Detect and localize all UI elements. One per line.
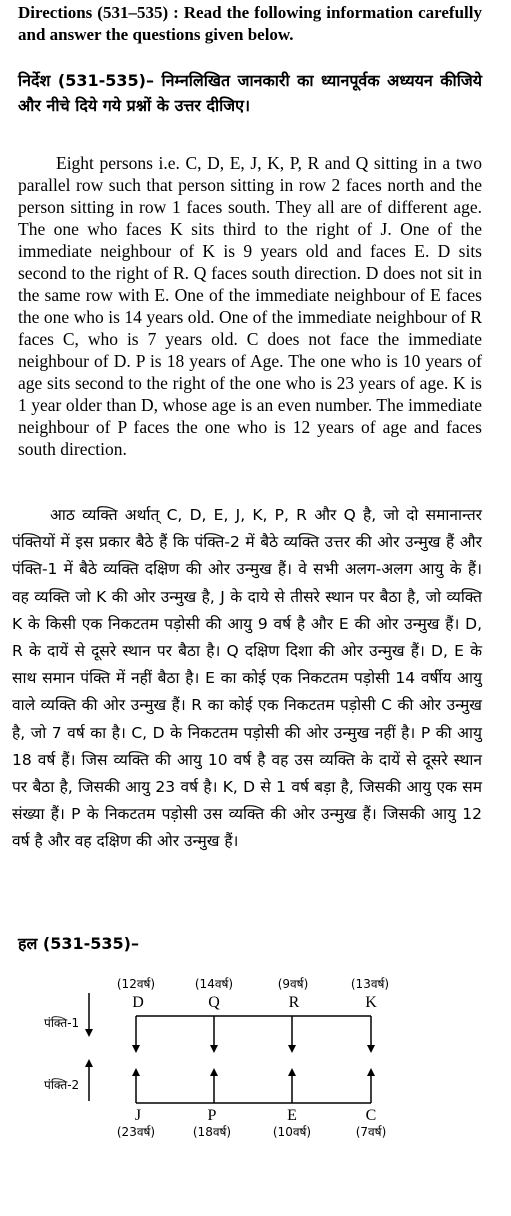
svg-text:P: P: [207, 1107, 217, 1124]
svg-text:(12वर्ष): (12वर्ष): [116, 977, 156, 991]
row2-seat: [117, 1072, 155, 1139]
directions-hindi: निर्देश (531-535)– निम्नलिखित जानकारी का ध्यानपूर्वक अध्ययन कीजिये और नीचे दिये गये प्रश्नों के उत्तर दीजिए।: [18, 71, 482, 115]
passage-english: Eight persons i.e. C, D, E, J, K, P, R and Q sitting in a two parallel row such that person sitting in row 2 faces north and the person sitting in row 1 faces south. They all are of different age. The one who faces K sits third to the right of J. One of the immediate neighbour of K is 9 years old and faces E. D sits second to the right of R. Q faces south direction. D does not sit in the same row with E. One of the immediate neighbour of E faces the one who is 14 years old. One of the immediate neighbour of R faces C, who is 7 years old. C does not face the immediate neighbour of D. P is 18 years of Age. The one who is 10 years of age sits second to the right of the one who is 23 years of age. K is 1 year older than D, whose age is an even number. The immediate neighbour of P faces the one who is 12 years of age and faces south direction.: [18, 153, 482, 459]
svg-text:R: R: [288, 994, 300, 1011]
row2-seat: [356, 1072, 387, 1139]
svg-text:(14वर्ष): (14वर्ष): [194, 977, 234, 991]
svg-text:(7वर्ष): (7वर्ष): [355, 1125, 387, 1139]
svg-text:(13वर्ष): (13वर्ष): [350, 977, 390, 991]
row2-seat: [273, 1072, 311, 1139]
svg-text:(18वर्ष): (18वर्ष): [192, 1125, 232, 1139]
solution-heading: हल (531-535)–: [18, 934, 139, 953]
row1-seat: [351, 977, 389, 1049]
row1-seat: [195, 977, 233, 1049]
svg-text:(9वर्ष): (9वर्ष): [277, 977, 309, 991]
svg-text:(10वर्ष): (10वर्ष): [272, 1125, 312, 1139]
svg-text:D: D: [132, 994, 144, 1011]
passage-hindi: आठ व्यक्ति अर्थात् C, D, E, J, K, P, R और Q है, जो दो समानान्तर पंक्तियों में इस प्रकार बैठे हैं कि पंक्ति-2 में बैठे व्यक्ति उत्तर की ओर उन्मुख हैं और पंक्ति-1 में बैठे व्यक्ति दक्षिण की ओर उन्मुख हैं। वे सभी अलग-अलग आयु के हैं। वह व्यक्ति जो K की ओर उन्मुख है, J के दाये से तीसरे स्थान पर बैठा है, जो व्यक्ति K के किसी एक निकटतम पड़ोसी की आयु 9 वर्ष है और E की ओर उन्मुख हैं। D, R के दायें से दूसरे स्थान पर बैठा है। Q दक्षिण दिशा की ओर उन्मुख हैं। D, E के साथ समान पंक्ति में नहीं बैठा है। E का कोई एक निकटतम पड़ोसी 14 वर्षीय आयु वाले व्यक्ति की ओर उन्मुख हैं। R का कोई एक निकटतम पड़ोसी C की ओर उन्मुख है, जो 7 वर्ष का है। C, D के निकटतम पड़ोसी की ओर उन्मुख नहीं है। P की आयु 18 वर्ष हैं। जिस व्यक्ति की आयु 10 वर्ष है वह उस व्यक्ति के दायें से दूसरे स्थान पर बैठा है, जिसकी आयु 23 वर्ष है। K, D से 1 वर्ष बड़ा है, जिसकी आयु एक सम संख्या हैं। P के निकटतम पड़ोसी उस व्यक्ति की ओर उन्मुख हैं। जिसकी आयु 12 वर्ष है और वह दक्षिण की ओर उन्मुख हैं।: [12, 506, 482, 851]
svg-text:Q: Q: [208, 994, 220, 1011]
svg-text:C: C: [365, 1107, 377, 1124]
row1-seat: [278, 977, 309, 1049]
svg-text:(23वर्ष): (23वर्ष): [116, 1125, 156, 1139]
directions-english: Directions (531–535) : Read the following information carefully and answer the questions given below.: [18, 3, 482, 44]
svg-text:J: J: [134, 1107, 142, 1124]
svg-text:K: K: [365, 994, 377, 1011]
row2-seat: [193, 1072, 231, 1139]
row1-seat: [117, 977, 155, 1049]
row2-label: पंक्ति-2: [44, 1078, 80, 1092]
row1-label: पंक्ति-1: [44, 1016, 80, 1030]
svg-text:E: E: [287, 1107, 297, 1124]
seating-diagram: [0, 965, 511, 1145]
